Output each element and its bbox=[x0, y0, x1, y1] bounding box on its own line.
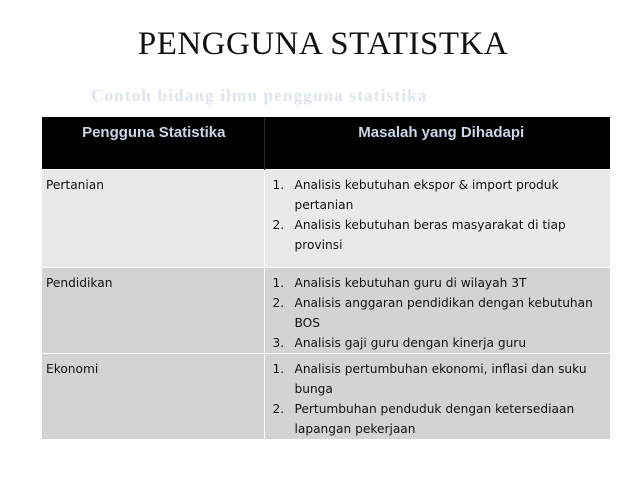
list-item: Analisis anggaran pendidikan dengan kebutuhan BOS bbox=[294, 296, 593, 330]
row-issues-pendidikan bbox=[264, 268, 610, 354]
slide-title: PENGGUNA STATISTKA bbox=[137, 26, 509, 62]
statistics-users-table bbox=[42, 117, 610, 439]
table-row bbox=[42, 170, 610, 268]
row-category-pertanian: Pertanian bbox=[42, 170, 264, 268]
issue-list bbox=[273, 273, 603, 353]
issue-list bbox=[273, 359, 603, 439]
slide-subtitle: Contoh bidang ilmu pengguna statistika bbox=[91, 86, 428, 105]
list-item: Analisis pertumbuhan ekonomi, inflasi dan suku bunga bbox=[294, 362, 587, 396]
issue-list bbox=[273, 175, 603, 255]
header-statistics-user: Pengguna Statistika bbox=[42, 117, 264, 170]
list-item: Pertumbuhan penduduk dengan ketersediaan lapangan pekerjaan bbox=[294, 402, 575, 436]
row-issues-pertanian bbox=[264, 170, 610, 268]
row-category-ekonomi: Ekonomi bbox=[42, 354, 264, 440]
table-header-row bbox=[42, 117, 610, 170]
table-row bbox=[42, 268, 610, 354]
row-category-pendidikan: Pendidikan bbox=[42, 268, 264, 354]
list-item: Analisis kebutuhan beras masyarakat di tiap provinsi bbox=[294, 218, 566, 252]
list-item: Analisis gaji guru dengan kinerja guru bbox=[294, 336, 527, 350]
list-item: Analisis kebutuhan guru di wilayah 3T bbox=[294, 276, 527, 290]
row-issues-ekonomi bbox=[264, 354, 610, 440]
list-item: Analisis kebutuhan ekspor & import produk pertanian bbox=[294, 178, 559, 212]
table-row bbox=[42, 354, 610, 440]
header-problems-faced: Masalah yang Dihadapi bbox=[264, 117, 610, 170]
